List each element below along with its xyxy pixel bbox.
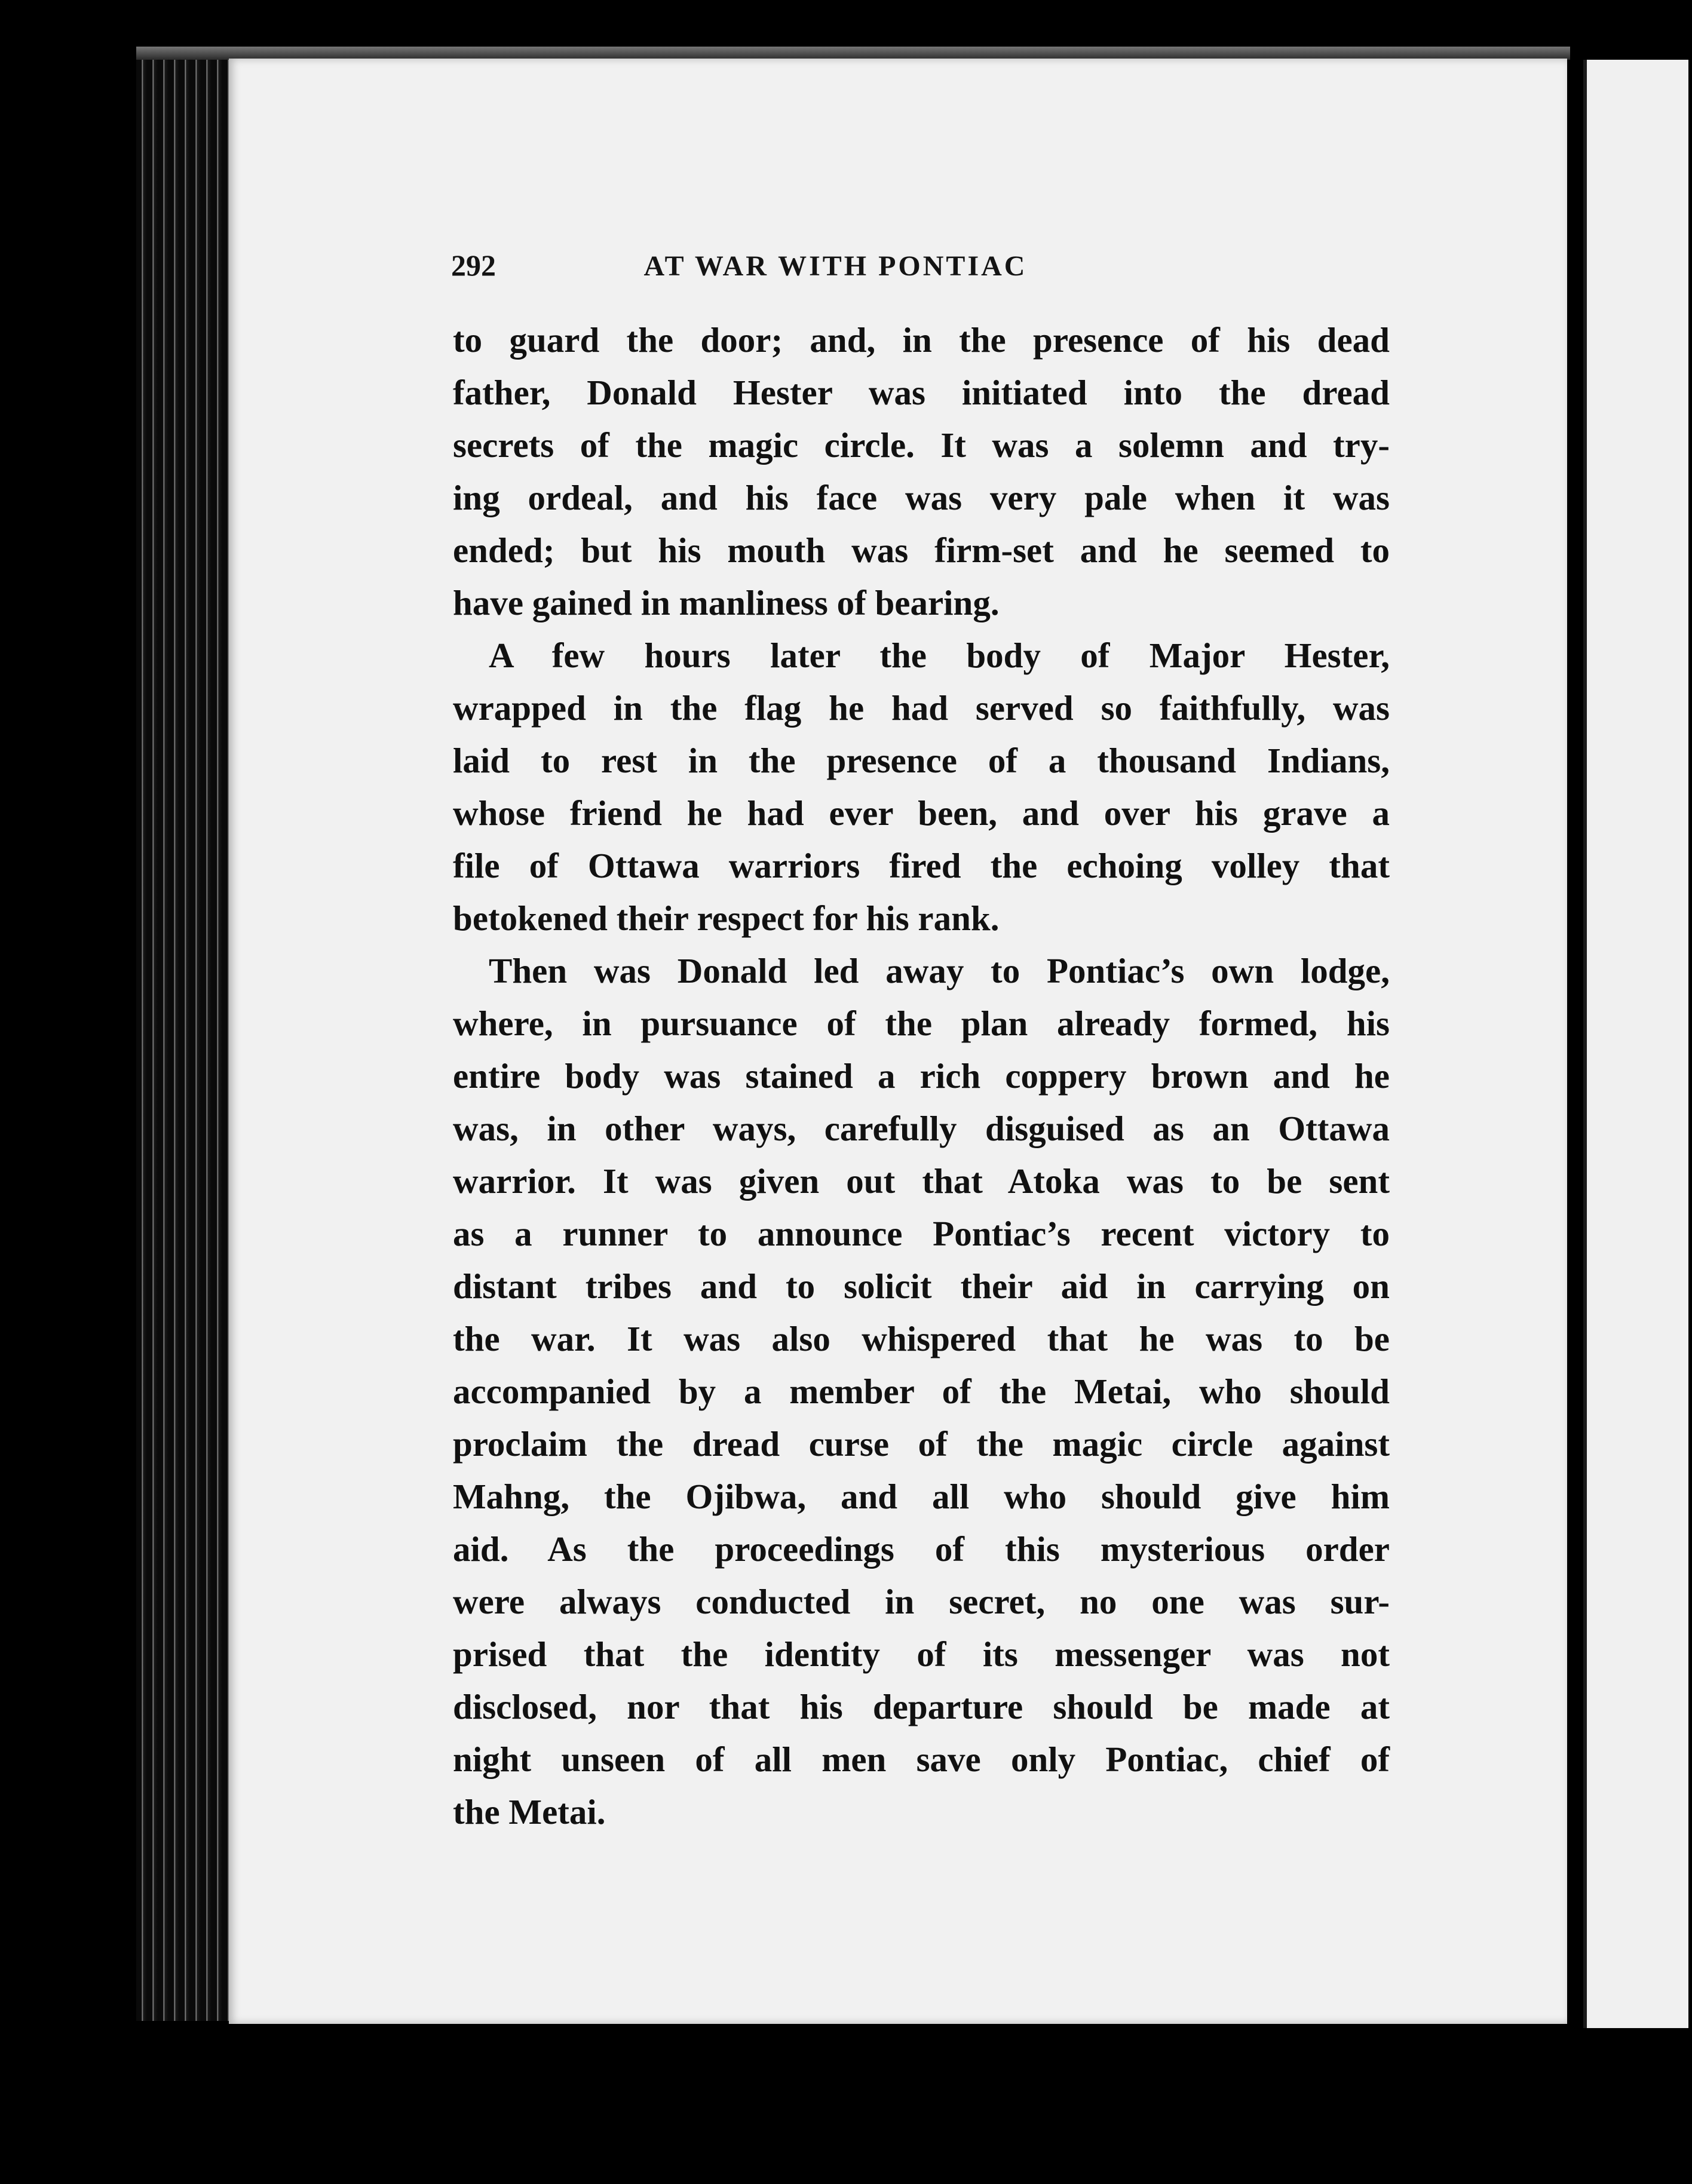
text-line: to guard the door; and, in the presence of his dead [453, 320, 1390, 360]
text-line: ended; but his mouth was firm-set and he seemed to [453, 530, 1390, 570]
text-line: father, Donald Hester was initiated into the dread [453, 373, 1390, 412]
text-line: prised that the identity of its messenger was not [453, 1634, 1390, 1674]
text-line: Mahng, the Ojibwa, and all who should give him [453, 1477, 1390, 1516]
text-line: A few hours later the body of Major Hester, [489, 636, 1390, 675]
paragraph [453, 314, 1390, 629]
text-line: laid to rest in the presence of a thousand Indians, [453, 741, 1390, 780]
paragraph [453, 944, 1390, 1838]
text-line: accompanied by a member of the Metai, who should [453, 1372, 1390, 1411]
book-top-edge [136, 47, 1570, 60]
text-line: secrets of the magic circle. It was a solemn and try- [453, 425, 1390, 465]
page-number: 292 [451, 249, 496, 282]
book-page-edges [136, 47, 229, 2021]
text-line: proclaim the dread curse of the magic circle against [453, 1424, 1390, 1464]
text-line: night unseen of all men save only Pontiac, chief of [453, 1740, 1390, 1779]
text-line: were always conducted in secret, no one was sur- [453, 1582, 1390, 1621]
text-line: wrapped in the flag he had served so faithfully, was [453, 688, 1390, 728]
text-line: the Metai. [453, 1792, 606, 1832]
text-line: entire body was stained a rich coppery brown and he [453, 1056, 1390, 1096]
text-line: whose friend he had ever been, and over his grave a [453, 793, 1390, 833]
text-line: the war. It was also whispered that he was to be [453, 1319, 1390, 1358]
text-line: betokened their respect for his rank. [453, 898, 1000, 938]
text-line: have gained in manliness of bearing. [453, 583, 1000, 622]
text-line: file of Ottawa warriors fired the echoing volley that [453, 846, 1390, 885]
text-line: disclosed, nor that his departure should be made at [453, 1687, 1390, 1726]
text-line: aid. As the proceedings of this mysterious order [453, 1529, 1390, 1569]
text-line: warrior. It was given out that Atoka was to be sent [453, 1161, 1390, 1201]
page-header [451, 248, 1139, 290]
text-line: where, in pursuance of the plan already formed, his [453, 1004, 1390, 1043]
text-line: distant tribes and to solicit their aid in carrying on [453, 1266, 1390, 1306]
body-text [453, 314, 1390, 1838]
text-line: as a runner to announce Pontiac’s recent victory to [453, 1214, 1390, 1253]
running-head: AT WAR WITH PONTIAC [643, 250, 1028, 282]
facing-page-strip [1583, 60, 1688, 2028]
paragraph [453, 629, 1390, 944]
text-line: ing ordeal, and his face was very pale when it was [453, 478, 1390, 517]
text-line: Then was Donald led away to Pontiac’s own lodge, [489, 951, 1390, 990]
text-line: was, in other ways, carefully disguised as an Ottawa [453, 1109, 1390, 1148]
